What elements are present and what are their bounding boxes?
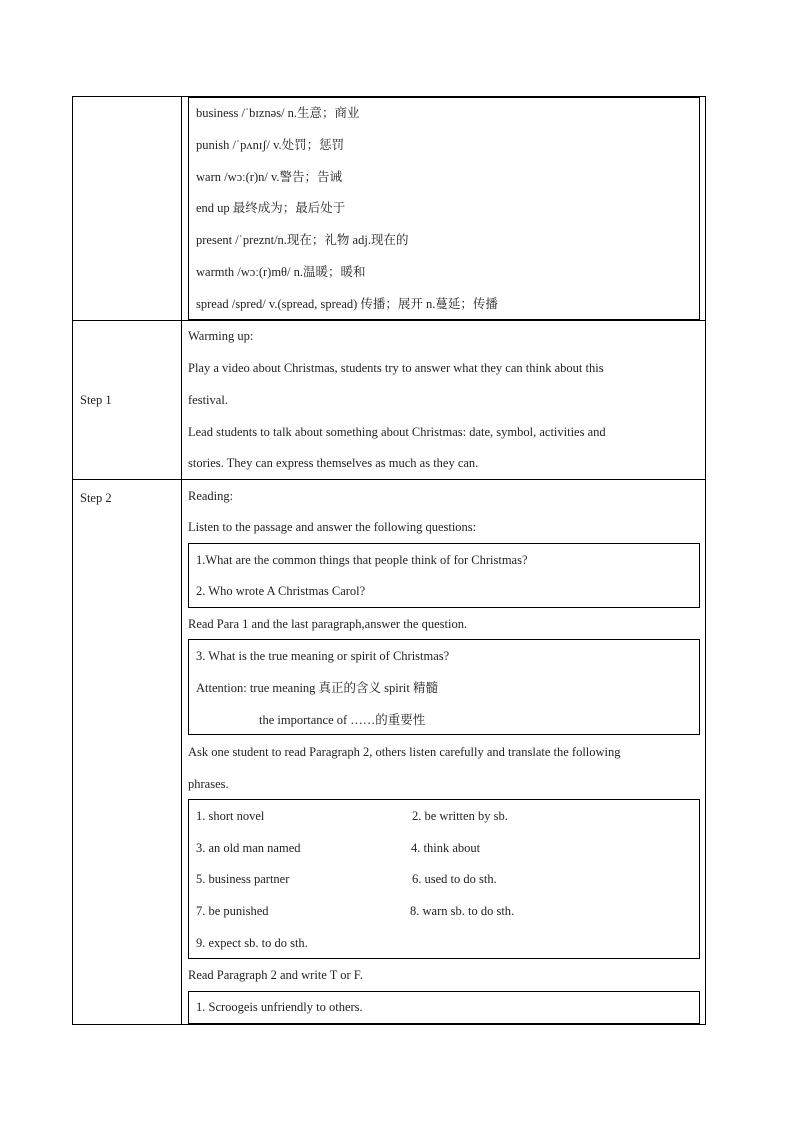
vocab-warn: warn /wɔː(r)n/ v.警告；告诫 (196, 170, 343, 184)
read-para1-instruction: Read Para 1 and the last paragraph,answer the question. (188, 617, 468, 631)
phrase-item: 8. warn sb. to do sth. (410, 904, 515, 918)
phrase-item: 6. used to do sth. (412, 872, 497, 886)
reading-heading: Reading: (188, 489, 234, 503)
question-1: 1.What are the common things that people think of for Christmas? (196, 553, 528, 567)
table-border-left (72, 96, 73, 1025)
listen-instruction: Listen to the passage and answer the following questions: (188, 520, 477, 534)
phrase-item: 4. think about (411, 841, 481, 855)
phrase-item: 2. be written by sb. (412, 809, 508, 823)
step1-line: Lead students to talk about something about Christmas: date, symbol, activities and (188, 425, 606, 439)
step1-label: Step 1 (80, 393, 112, 407)
vocab-punish: punish /ˈpʌnɪʃ/ v.处罚；惩罚 (196, 138, 345, 152)
table-column-divider (181, 96, 182, 1025)
step1-line: Warming up: (188, 329, 254, 343)
vocab-business: business /ˈbɪznəs/ n.生意；商业 (196, 106, 360, 120)
step1-line: Play a video about Christmas, students try to answer what they can think about this (188, 361, 604, 375)
phrase-item: 1. short novel (196, 809, 265, 823)
read-para2-instruction: Read Paragraph 2 and write T or F. (188, 968, 363, 982)
phrase-item: 7. be punished (196, 904, 269, 918)
phrase-item: 5. business partner (196, 872, 290, 886)
table-border-right (705, 96, 706, 1025)
step1-line: festival. (188, 393, 228, 407)
vocab-present: present /ˈpreznt/n.现在；礼物 adj.现在的 (196, 233, 409, 247)
importance-note: the importance of ……的重要性 (259, 713, 426, 727)
table-border-bottom (72, 1024, 706, 1025)
table-row-divider-2 (72, 479, 706, 480)
vocab-end-up: end up 最终成为；最后处于 (196, 201, 346, 215)
step1-line: stories. They can express themselves as much as they can. (188, 456, 479, 470)
ask-instruction-line1: Ask one student to read Paragraph 2, others listen carefully and translate the following (188, 745, 621, 759)
phrase-item: 9. expect sb. to do sth. (196, 936, 308, 950)
question-2: 2. Who wrote A Christmas Carol? (196, 584, 366, 598)
question-3: 3. What is the true meaning or spirit of Christmas? (196, 649, 450, 663)
vocab-warmth: warmth /wɔː(r)mθ/ n.温暖；暖和 (196, 265, 366, 279)
true-false-item-1: 1. Scroogeis unfriendly to others. (196, 1000, 363, 1014)
ask-instruction-line2: phrases. (188, 777, 229, 791)
vocab-spread: spread /spred/ v.(spread, spread) 传播；展开 n.蔓延；传播 (196, 297, 498, 311)
attention-note: Attention: true meaning 真正的含义 spirit 精髓 (196, 681, 438, 695)
phrase-item: 3. an old man named (196, 841, 301, 855)
step2-label: Step 2 (80, 491, 112, 505)
table-row-divider-1 (72, 320, 706, 321)
